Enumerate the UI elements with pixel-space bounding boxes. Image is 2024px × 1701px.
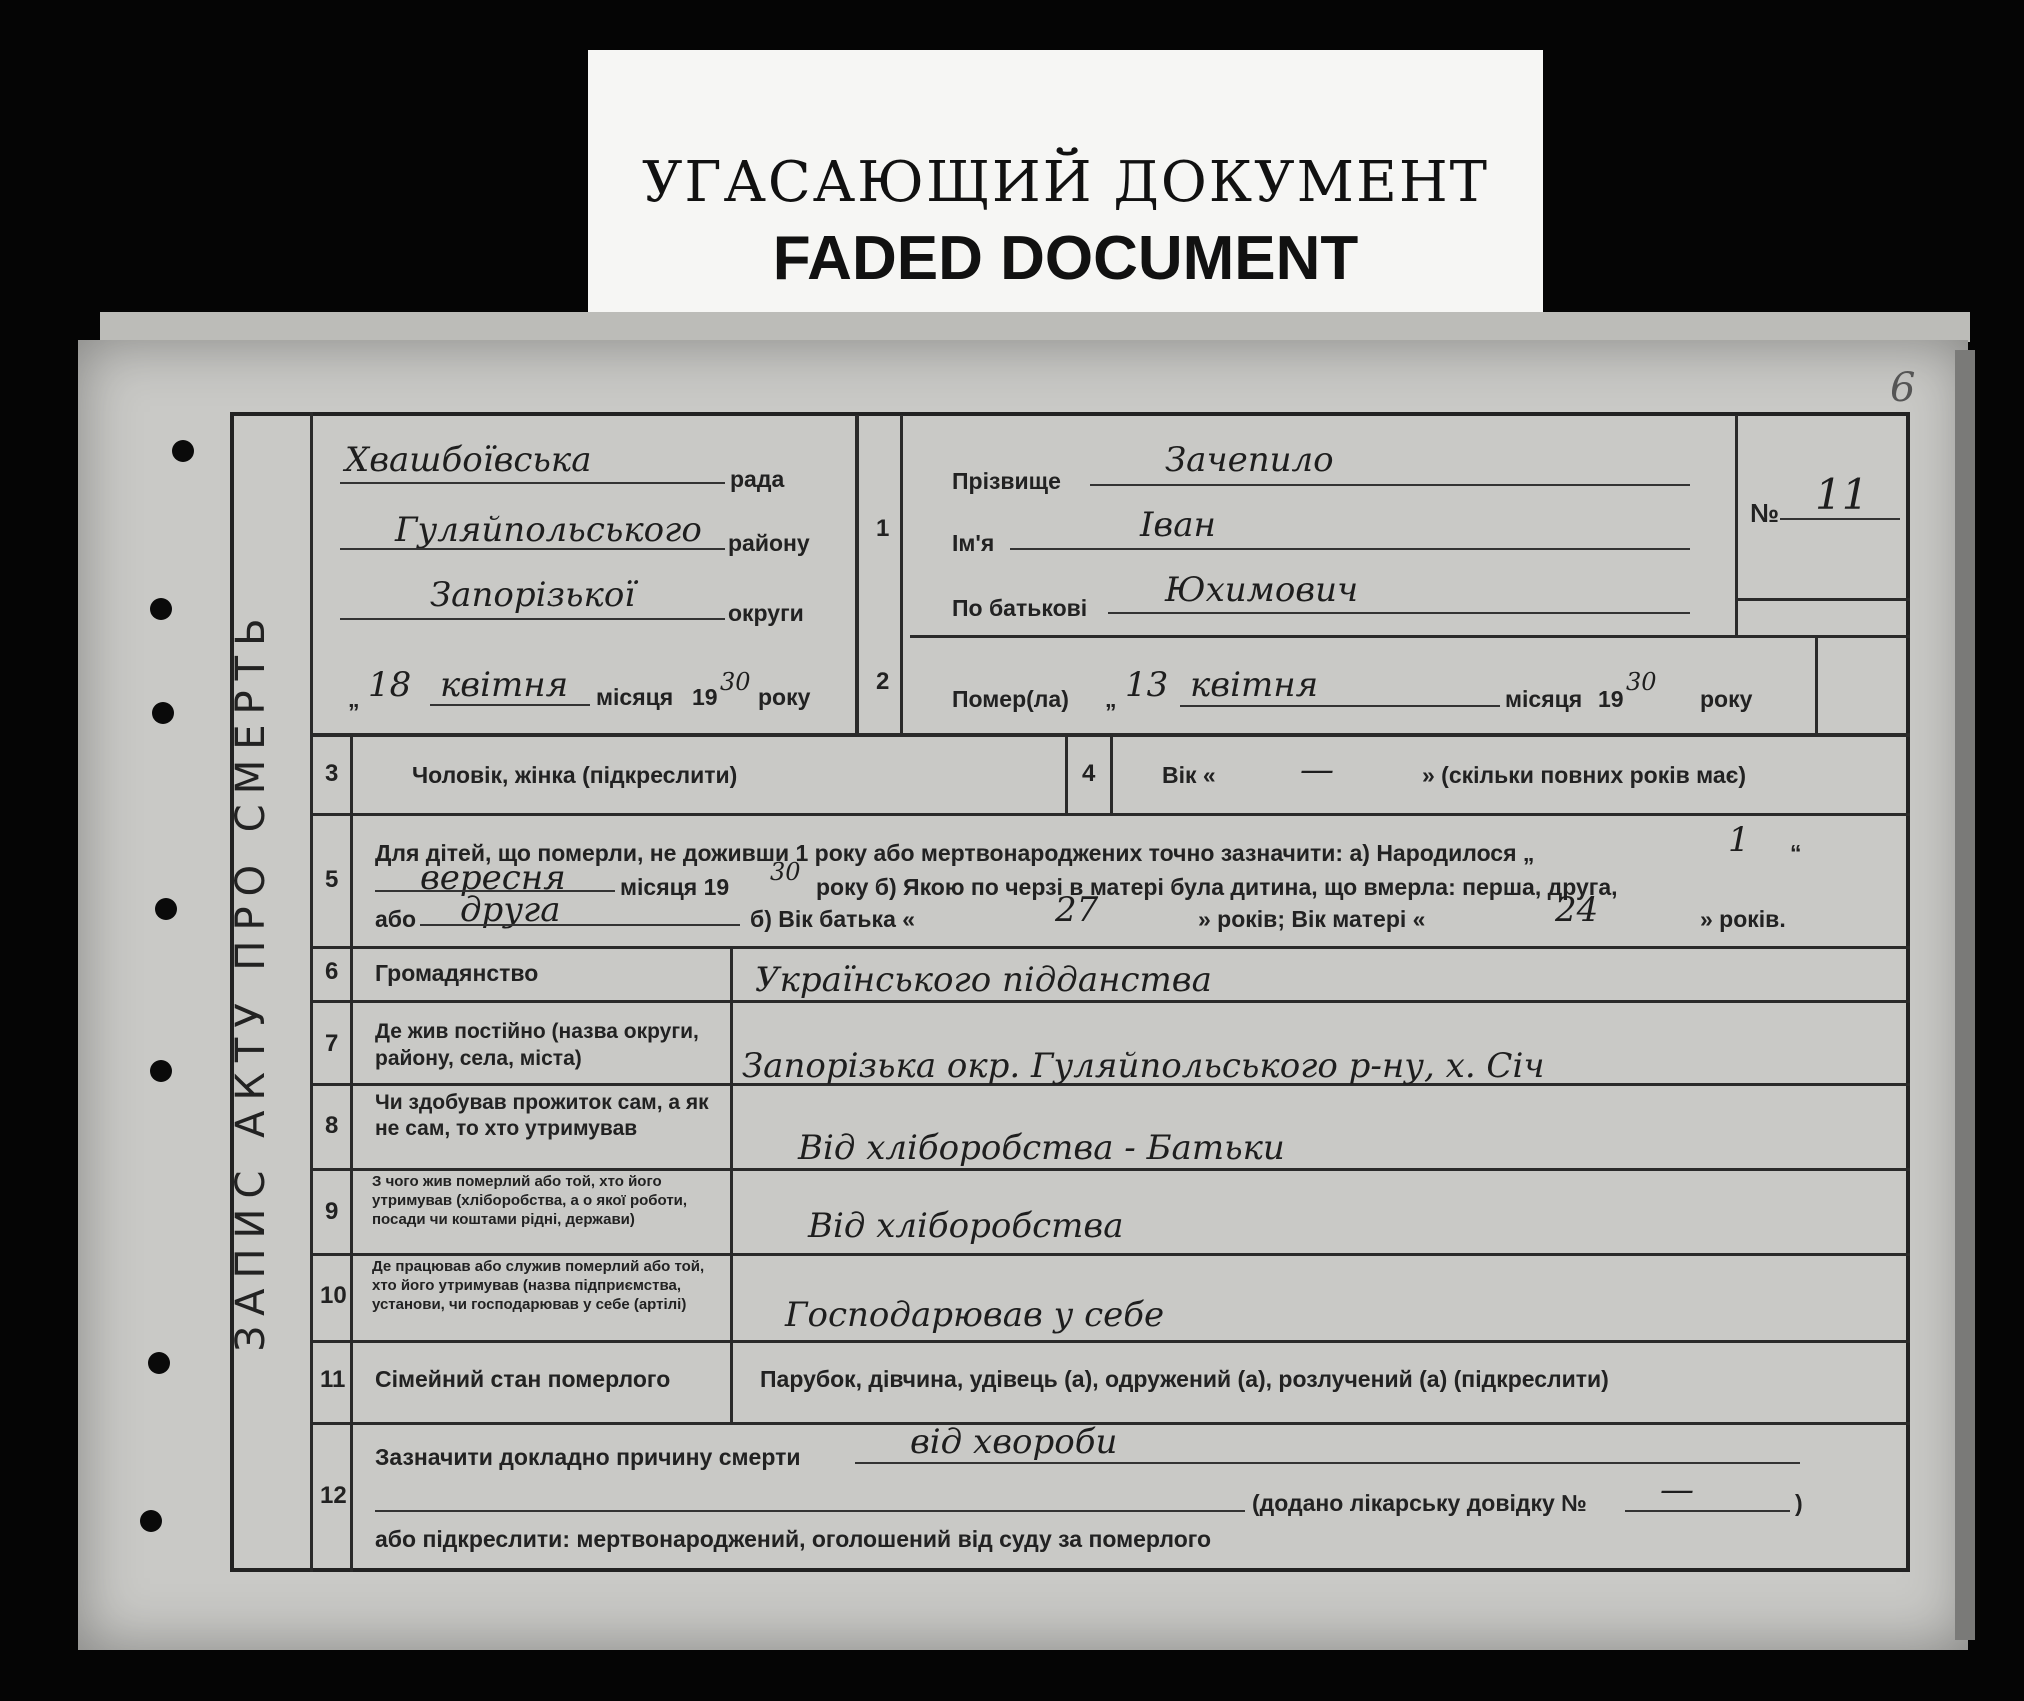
okrug-value: Запорізької <box>430 575 636 615</box>
cert-value: — <box>1660 1470 1694 1510</box>
residence-value: Запорізька окр. Гуляйпольського р-ну, х. Січ <box>742 1046 1545 1086</box>
fill-line <box>1090 484 1690 486</box>
years-label: » років. <box>1700 906 1786 932</box>
vertical-title: ЗАПИС АКТУ ПРО СМЕРТЬ <box>228 608 274 1352</box>
cert-label: (додано лікарську довідку № <box>1252 1490 1587 1516</box>
children-month: вересня <box>420 858 566 898</box>
council-label: рада <box>730 466 785 492</box>
row-number: 9 <box>325 1198 339 1225</box>
stamp-line-en: FADED DOCUMENT <box>772 224 1359 293</box>
father-age-label: б) Вік батька « <box>750 906 916 932</box>
children-line1: Для дітей, що померли, не доживши 1 року або мертвонароджених точно зазначити: а) Народилося „ <box>375 840 1535 866</box>
registration-year-prefix: 19 <box>692 684 718 710</box>
row-number: 5 <box>325 866 339 893</box>
cause-alt-text: або підкреслити: мертвонароджений, оголошений від суду за померлого <box>375 1526 1212 1552</box>
punch-hole <box>152 702 174 724</box>
registration-month-label: місяця <box>596 684 674 710</box>
paper-top-edge <box>100 312 1970 342</box>
fill-line <box>1625 1510 1790 1512</box>
row-number: 8 <box>325 1112 339 1139</box>
death-label: Помер(ла) <box>952 686 1069 712</box>
children-born-day: 1 <box>1728 820 1750 860</box>
grid-line <box>350 735 353 1572</box>
district-label: району <box>728 530 810 556</box>
surname-value: Зачепило <box>1165 440 1334 480</box>
faded-document-stamp <box>588 50 1543 350</box>
row-number: 6 <box>325 958 339 985</box>
grid-line <box>900 415 903 735</box>
row-number: 7 <box>325 1030 339 1057</box>
fill-line <box>1010 548 1690 550</box>
row-number: 2 <box>876 668 890 695</box>
fill-line <box>855 1462 1800 1464</box>
patronymic-value: Юхимович <box>1165 570 1359 610</box>
livelihood-value: Від хліборобства - Батьки <box>798 1128 1285 1168</box>
punch-hole <box>172 440 194 462</box>
fill-line <box>375 1510 1245 1512</box>
marital-label: Сімейний стан померлого <box>375 1366 671 1392</box>
children-or-label: або <box>375 906 417 932</box>
citizenship-value: Українського підданства <box>755 960 1212 1000</box>
punch-hole <box>150 1060 172 1082</box>
death-month-label: місяця <box>1505 686 1583 712</box>
okrug-label: округи <box>728 600 804 626</box>
registration-day: 18 <box>368 665 412 705</box>
death-year-prefix: 19 <box>1598 686 1624 712</box>
fill-line <box>420 924 740 926</box>
livelihood-label: Чи здобував прожиток сам, а як не сам, то хто утримував <box>375 1091 709 1140</box>
death-year-suffix: 30 <box>1626 668 1657 696</box>
registration-month: квітня <box>440 665 569 705</box>
grid-line <box>855 415 859 735</box>
record-number-value: 11 <box>1815 470 1869 519</box>
age-value: — <box>1300 750 1334 790</box>
mother-age-label: » років; Вік матері « <box>1198 906 1426 932</box>
fill-line <box>1108 612 1690 614</box>
grid-line <box>310 946 1910 949</box>
row-number: 4 <box>1082 760 1096 787</box>
fill-line <box>1780 518 1900 520</box>
father-age: 27 <box>1055 890 1099 930</box>
death-day: 13 <box>1125 665 1169 705</box>
children-year-suffix: 30 <box>770 858 801 886</box>
fill-line <box>430 704 590 706</box>
grid-line <box>310 1168 1910 1171</box>
row-number: 11 <box>320 1366 346 1393</box>
grid-line <box>310 1000 1910 1003</box>
row-number: 10 <box>320 1282 347 1309</box>
punch-hole <box>150 598 172 620</box>
cause-label: Зазначити докладно причину смерти <box>375 1444 801 1470</box>
punch-hole <box>148 1352 170 1374</box>
death-month: квітня <box>1190 665 1319 705</box>
sex-text: Чоловік, жінка (підкреслити) <box>412 762 738 788</box>
row-number: 1 <box>876 515 890 542</box>
punch-hole <box>155 898 177 920</box>
age-label: Вік « <box>1162 762 1216 788</box>
row-number: 12 <box>320 1482 347 1509</box>
marital-text: Парубок, дівчина, удівець (а), одружений (а), розлучений (а) (підкреслити) <box>760 1366 1609 1392</box>
row-number: 3 <box>325 760 339 787</box>
grid-line <box>310 1340 1910 1343</box>
mother-age: 24 <box>1555 890 1599 930</box>
registration-year-label: року <box>758 684 811 710</box>
fill-line <box>340 482 725 484</box>
fill-line <box>340 618 725 620</box>
grid-line <box>1110 735 1113 815</box>
district-value: Гуляйпольського <box>395 510 702 550</box>
death-year-label: року <box>1700 686 1753 712</box>
residence-label: Де жив постійно (назва округи, району, села, міста) <box>375 1020 699 1070</box>
grid-line <box>1815 635 1818 735</box>
punch-hole <box>140 1510 162 1532</box>
paper-right-edge <box>1955 350 1975 1640</box>
grid-line <box>730 948 733 1424</box>
children-order-value: друга <box>460 890 561 930</box>
cause-value: від хвороби <box>910 1422 1118 1462</box>
patronymic-label: По батькові <box>952 595 1088 621</box>
name-label: Ім'я <box>952 530 995 556</box>
council-value: Хвашбоївська <box>345 440 592 480</box>
grid-line <box>310 813 1910 816</box>
grid-line <box>1735 415 1738 635</box>
fill-line <box>340 548 725 550</box>
name-value: Іван <box>1140 505 1216 545</box>
children-line2-rest: року б) Якою по черзі в матері була дитина, що вмерла: перша, друга, <box>816 874 1618 900</box>
record-number-label: № <box>1750 498 1779 528</box>
grid-line <box>1735 598 1910 601</box>
children-month-label: місяця 19 <box>620 874 730 900</box>
workplace-value: Господарював у себе <box>785 1295 1165 1335</box>
registration-year-suffix: 30 <box>720 668 751 696</box>
age-suffix: » (скільки повних років має) <box>1422 762 1747 788</box>
income-source-label: З чого жив померлий або той, хто його утримував (хліборобства, а о якої роботи, посади чи коштами рідні, держави) <box>372 1173 688 1228</box>
cert-close: ) <box>1795 1490 1803 1516</box>
stamp-line-ru: УГАСАЮЩИЙ ДОКУМЕНТ <box>641 150 1490 215</box>
surname-label: Прізвище <box>952 468 1061 494</box>
grid-line <box>1065 735 1068 815</box>
grid-line <box>910 635 1910 638</box>
workplace-label: Де працював або служив померлий або той, хто його утримував (назва підприємства, установи, чи господарював у себе (артілі) <box>372 1258 705 1313</box>
grid-line <box>310 412 313 1572</box>
income-source-value: Від хліборобства <box>808 1206 1124 1246</box>
fill-line <box>1180 705 1500 707</box>
grid-line <box>310 1253 1910 1256</box>
citizenship-label: Громадянство <box>375 960 539 986</box>
page-number: 6 <box>1890 365 1916 411</box>
